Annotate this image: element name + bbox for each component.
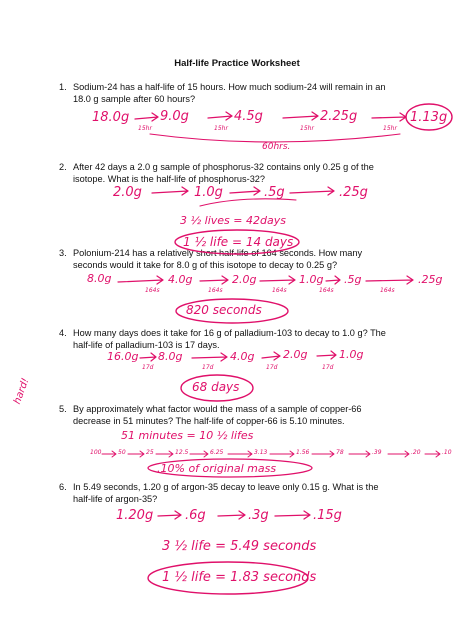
answer-value: 1.13g	[410, 110, 448, 125]
work-value: .3g	[248, 508, 269, 523]
work-value: .25g	[339, 185, 368, 200]
worksheet-title: Half-life Practice Worksheet	[174, 58, 300, 69]
answer-value: 68 days	[192, 380, 240, 394]
work-value: .39	[372, 449, 382, 456]
work-value: .5g	[264, 185, 285, 200]
work-value: .10	[442, 449, 452, 456]
work-note: 60hrs.	[262, 142, 291, 152]
work-value: 8.0g	[87, 272, 112, 285]
work-value: 50	[118, 449, 126, 456]
work-value: .25g	[418, 273, 443, 286]
question-text-line: By approximately what factor would the mass of a sample of copper-66	[73, 404, 362, 414]
work-value: 2.25g	[320, 109, 358, 124]
work-value: 2.0g	[283, 348, 308, 361]
arrow-label: 164s	[145, 287, 160, 294]
work-value: 1.56	[296, 449, 310, 456]
arrow-label: 15hr	[138, 125, 152, 132]
question-text-line: How many days does it take for 16 g of palladium-103 to decay to 1.0 g? The	[73, 328, 386, 338]
work-value: 4.5g	[234, 109, 263, 124]
answer-value: 820 seconds	[186, 303, 262, 317]
work-value: 25	[146, 449, 154, 456]
work-value: 1.0g	[339, 348, 364, 361]
question-text-line: In 5.49 seconds, 1.20 g of argon-35 decay to leave only 0.15 g. What is the	[73, 482, 379, 492]
work-value: 6.25	[210, 449, 224, 456]
question-text-line: half-life of argon-35?	[73, 493, 158, 504]
question-text-line: Polonium-214 has a relatively short half-life of 164 seconds. How many	[73, 248, 363, 258]
work-value: 2.0g	[113, 185, 142, 200]
work-value: .5g	[344, 273, 362, 286]
work-value: 100	[90, 449, 102, 456]
answer-value: 1 ½ life = 1.83 seconds	[162, 570, 317, 585]
question-number: 6.	[59, 482, 67, 492]
work-value: 16.0g	[107, 350, 139, 363]
arrow-label: 17d	[202, 364, 214, 371]
work-note: 3 ½ life = 5.49 seconds	[162, 539, 317, 554]
work-value: 4.0g	[168, 273, 193, 286]
question-text-line: After 42 days a 2.0 g sample of phosphorus-32 contains only 0.25 g of the	[73, 162, 374, 172]
question-number: 2.	[59, 162, 67, 172]
question-number: 4.	[59, 328, 67, 338]
work-value: .15g	[313, 508, 342, 523]
arrow-label: 164s	[272, 287, 287, 294]
arrow-label: 15hr	[383, 125, 397, 132]
work-value: 2.0g	[232, 273, 257, 286]
arrow-label: 164s	[380, 287, 395, 294]
work-value: 1.0g	[299, 273, 324, 286]
question-number: 5.	[59, 404, 67, 414]
question-text-line: seconds would it take for 8.0 g of this isotope to decay to 0.25 g?	[73, 259, 338, 270]
work-value: 18.0g	[92, 110, 130, 125]
arrow-label: 17d	[266, 364, 278, 371]
work-value: 1.20g	[116, 508, 154, 523]
work-note: 51 minutes = 10 ½ lifes	[121, 429, 254, 442]
work-value: 1.0g	[194, 185, 223, 200]
work-value: .6g	[185, 508, 206, 523]
question-text-line: decrease in 51 minutes? The half-life of copper-66 is 5.10 minutes.	[73, 415, 345, 426]
answer-value: .10% of original mass	[157, 462, 277, 475]
question-number: 3.	[59, 248, 67, 258]
question-text-line: 18.0 g sample after 60 hours?	[73, 93, 196, 104]
work-value: 8.0g	[158, 350, 183, 363]
work-value: 3.13	[254, 449, 268, 456]
arrow-label: 15hr	[214, 125, 228, 132]
arrow-label: 164s	[208, 287, 223, 294]
question-number: 1.	[59, 82, 67, 92]
work-value: .20	[411, 449, 421, 456]
arrow-label: 17d	[322, 364, 334, 371]
arrow-label: 164s	[319, 287, 334, 294]
work-value: 78	[336, 449, 344, 456]
question-text-line: Sodium-24 has a half-life of 15 hours. How much sodium-24 will remain in an	[73, 82, 386, 92]
work-value: 12.5	[175, 449, 189, 456]
margin-note: hard!	[12, 376, 32, 406]
question-text-line: isotope. What is the half-life of phosphorus-32?	[73, 173, 266, 184]
work-note: 3 ½ lives = 42days	[180, 214, 286, 227]
work-value: 9.0g	[160, 109, 189, 124]
answer-value: 1 ½ life = 14 days	[183, 235, 294, 249]
arrow-label: 17d	[142, 364, 154, 371]
arrow-label: 15hr	[300, 125, 314, 132]
work-value: 4.0g	[230, 350, 255, 363]
question-text-line: half-life of palladium-103 is 17 days.	[73, 339, 220, 350]
